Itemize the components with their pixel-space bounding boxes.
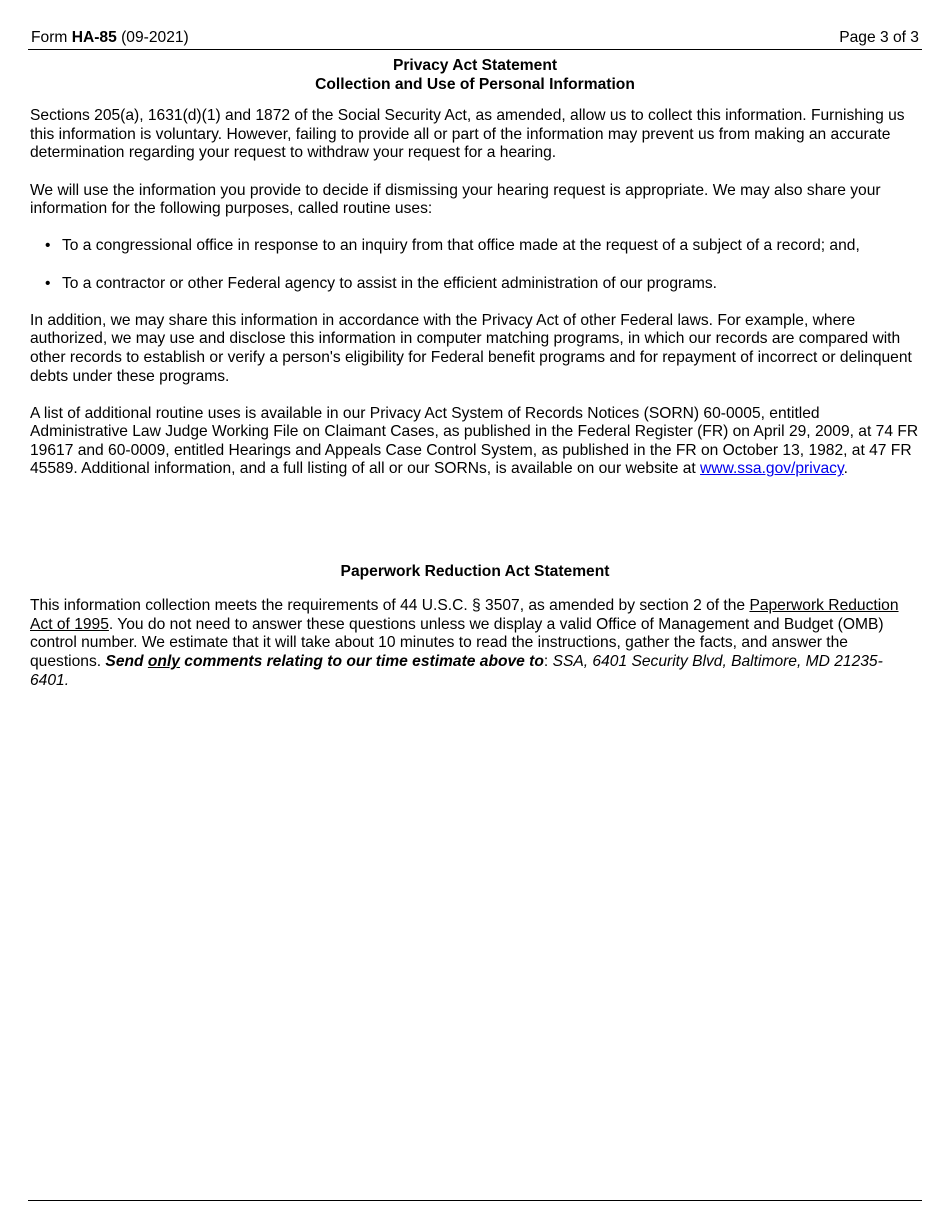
pra-send-a: Send bbox=[105, 653, 148, 671]
pra-send-b: comments relating to our time estimate above to bbox=[179, 653, 544, 671]
pra-send-only: only bbox=[147, 653, 180, 671]
privacy-paragraph-authority: Sections 205(a), 1631(d)(1) and 1872 of the Social Security Act, as amended, allow us to collect this information. Furnishing us this information is voluntary. However, failing to provide all or part of the information may prevent us from making an accurate determination regarding your request to withdraw your request for a hearing. bbox=[30, 107, 905, 162]
pra-text-b: . You do not need to answer these questions unless we display a valid Office of Management and Budget (OMB) control number. We estimate that it will take about 10 minutes to read the instructions, gather the facts, and answer the questions. bbox=[30, 615, 884, 671]
privacy-act-subtitle: Collection and Use of Personal Information bbox=[315, 75, 635, 93]
privacy-act-title: Privacy Act Statement bbox=[392, 57, 558, 74]
pra-address: SSA, 6401 Security Blvd, Baltimore, MD 21235-6401. bbox=[30, 653, 883, 689]
list-item bbox=[45, 274, 920, 294]
pra-text-a: This information collection meets the requirements of 44 U.S.C. § 3507, as amended by section 2 of the bbox=[30, 597, 750, 615]
privacy-paragraph-sorn bbox=[30, 405, 920, 479]
sorn-end: . bbox=[843, 460, 848, 478]
form-id: HA-85 bbox=[71, 29, 117, 46]
bullet-icon: • bbox=[45, 274, 51, 292]
privacy-paragraph-use: We will use the information you provide to decide if dismissing your hearing request is appropriate. We may also share your information for the following purposes, called routine uses: bbox=[30, 181, 881, 218]
pra-act-name: Paperwork Reduction Act of 1995 bbox=[30, 597, 899, 633]
list-item-text: To a contractor or other Federal agency to assist in the efficient administration of our programs. bbox=[62, 274, 717, 292]
page-number: Page 3 of 3 bbox=[839, 29, 919, 46]
page-header bbox=[28, 29, 922, 50]
page-content bbox=[30, 57, 920, 709]
pra-send-label bbox=[105, 653, 543, 670]
bullet-icon: • bbox=[45, 237, 51, 255]
privacy-paragraph-matching: In addition, we may share this information in accordance with the Privacy Act of other Federal laws. For example, where authorized, we may use and disclose this information in computer matching programs, in which our records are compared with other records to establish or verify a person's eligibility for Federal benefit programs and for repayment of incorrect or delinquent debts under these programs. bbox=[30, 311, 912, 385]
pra-colon: : bbox=[543, 653, 553, 671]
form-number bbox=[28, 29, 192, 48]
paperwork-paragraph bbox=[30, 597, 920, 690]
sorn-text: A list of additional routine uses is available in our Privacy Act System of Records Notices (SORN) 60-0005, entitled Administrative Law Judge Working File on Claimant Cases, as published in the Federal Register (FR) on April 29, 2009, at 74 FR 19617 and 60-0009, entitled Hearings and Appeals Case Control System, as published in the FR on October 13, 1982, at 47 FR 45589. Additional information, and a full listing of all or our SORNs, is available on our website at bbox=[30, 404, 919, 478]
list-item bbox=[45, 237, 920, 256]
routine-uses-list bbox=[30, 237, 920, 293]
footer-divider bbox=[28, 1200, 922, 1201]
form-prefix: Form bbox=[31, 29, 72, 46]
paperwork-act-title: Paperwork Reduction Act Statement bbox=[340, 562, 610, 580]
list-item-text: To a congressional office in response to an inquiry from that office made at the request of a subject of a record; and, bbox=[62, 237, 860, 255]
privacy-website-link[interactable]: www.ssa.gov/privacy bbox=[700, 460, 844, 478]
form-date: (09-2021) bbox=[116, 29, 189, 46]
section-spacer bbox=[30, 498, 920, 563]
